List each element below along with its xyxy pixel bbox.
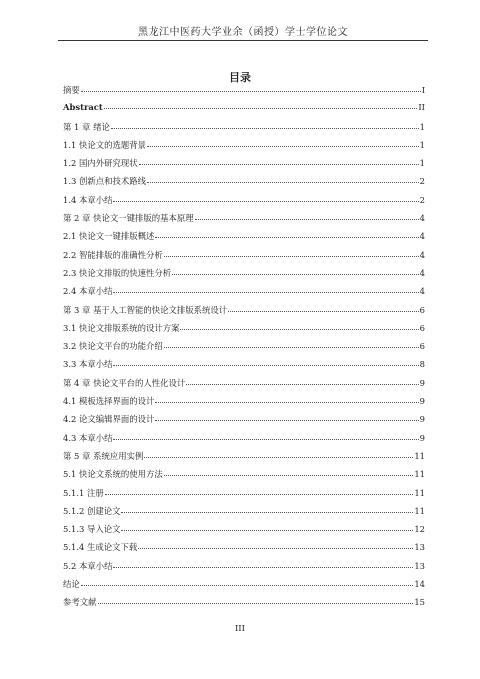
toc-entry-page: 1: [419, 139, 425, 150]
toc-entry-label: 结论: [63, 579, 80, 590]
toc-entry[interactable]: [63, 487, 425, 505]
toc-entry-label: 摘要: [63, 85, 80, 95]
running-header: 黑龙江中医药大学业余（函授）学士学位论文: [138, 27, 348, 38]
toc-entry-page: 4: [419, 286, 425, 297]
toc-entry[interactable]: [63, 175, 425, 193]
toc-entry[interactable]: [63, 340, 425, 358]
toc-entry-label: 2.3 快论文排版的快速性分析: [63, 267, 172, 278]
toc-leader-dots: [113, 567, 413, 568]
toc-entry-page: 2: [419, 176, 425, 187]
toc-entry-label: 第 1 章 绪论: [63, 121, 110, 132]
toc-entry-label: 第 4 章 快论文平台的人性化设计: [63, 377, 186, 388]
toc-leader-dots: [121, 530, 413, 531]
toc-entry[interactable]: [63, 523, 425, 541]
toc-leader-dots: [111, 128, 419, 129]
toc-leader-dots: [113, 292, 418, 293]
toc-entry-label: 1.1 快论文的选题背景: [63, 139, 146, 150]
toc-entry-page: 6: [419, 341, 425, 352]
toc-entry-page: 11: [414, 505, 425, 516]
toc-entry[interactable]: [63, 358, 425, 376]
toc-entry-page: 4: [419, 249, 425, 260]
toc-entry-label: 5.1.4 生成论文下载: [63, 542, 138, 553]
toc-entry-page: 4: [419, 267, 425, 278]
toc-entry[interactable]: [63, 212, 425, 230]
toc-leader-dots: [155, 237, 418, 238]
toc-entry-label: 参考文献: [63, 597, 97, 608]
toc-leader-dots: [144, 457, 413, 458]
toc-entry-label: 3.3 本章小结: [63, 359, 113, 370]
toc-leader-dots: [186, 384, 418, 385]
toc-entry-label: 2.2 智能排版的准确性分析: [63, 249, 163, 260]
toc-entry-page: 9: [419, 396, 425, 407]
toc-entry-page: 13: [414, 560, 425, 571]
toc-entry-label: 2.4 本章小结: [63, 286, 113, 297]
toc-leader-dots: [113, 201, 418, 202]
toc-entry-page: 12: [414, 524, 425, 535]
toc-entry[interactable]: [63, 121, 425, 139]
toc-leader-dots: [104, 108, 418, 109]
toc-entry[interactable]: [63, 541, 425, 559]
toc-entry-page: 9: [419, 432, 425, 443]
toc-entry-page: 9: [419, 377, 425, 388]
toc-entry-page: 9: [419, 414, 425, 425]
toc-entry[interactable]: [63, 377, 425, 395]
toc-leader-dots: [81, 585, 414, 586]
toc-entry[interactable]: [63, 413, 425, 431]
toc-entry[interactable]: [63, 578, 425, 596]
toc-leader-dots: [164, 256, 419, 257]
toc-entry-page: 6: [419, 322, 425, 333]
toc-leader-dots: [139, 164, 419, 165]
toc-entry-label: 第 5 章 系统应用实例: [63, 450, 144, 461]
toc-entry-label: 1.2 国内外研究现状: [63, 158, 138, 169]
toc-entry-label: Abstract: [63, 102, 103, 113]
toc-entry[interactable]: [63, 322, 425, 340]
toc-leader-dots: [172, 274, 419, 275]
toc-leader-dots: [155, 402, 418, 403]
toc-entry[interactable]: [63, 450, 425, 468]
toc-leader-dots: [98, 603, 414, 604]
toc-entry[interactable]: [63, 267, 425, 285]
toc-entry[interactable]: [63, 84, 425, 102]
toc-entry-page: 8: [419, 359, 425, 370]
toc-entry[interactable]: [63, 304, 425, 322]
toc-entry-label: 5.1.2 创建论文: [63, 505, 121, 516]
toc-leader-dots: [164, 475, 414, 476]
toc-entry-page: 1: [419, 158, 425, 169]
toc-entry-page: II: [418, 102, 425, 113]
toc-entry-label: 3.2 快论文平台的功能介绍: [63, 341, 163, 352]
toc-leader-dots: [147, 182, 419, 183]
toc-entry-page: 6: [419, 304, 425, 315]
toc-entry-label: 5.1.1 注册: [63, 487, 104, 498]
toc-entry-label: 第 2 章 快论文一键排版的基本原理: [63, 213, 194, 224]
toc-entry[interactable]: [63, 102, 425, 120]
toc-entry-page: 11: [414, 450, 425, 461]
table-of-contents: [63, 84, 425, 615]
toc-entry-page: 4: [419, 231, 425, 242]
toc-entry-page: 2: [419, 194, 425, 205]
toc-leader-dots: [113, 439, 418, 440]
toc-entry-label: 2.1 快论文一键排版概述: [63, 231, 155, 242]
toc-leader-dots: [180, 329, 418, 330]
toc-entry[interactable]: [63, 560, 425, 578]
toc-entry-label: 第 3 章 基于人工智能的快论文排版系统设计: [63, 304, 228, 315]
toc-entry-label: 5.1.3 导入论文: [63, 524, 121, 535]
toc-entry[interactable]: [63, 596, 425, 614]
toc-entry-page: 13: [414, 542, 425, 553]
toc-entry[interactable]: [63, 230, 425, 248]
toc-entry[interactable]: [63, 194, 425, 212]
toc-leader-dots: [105, 494, 414, 495]
toc-entry-page: 4: [419, 213, 425, 224]
toc-entry-page: 14: [414, 579, 425, 590]
toc-leader-dots: [155, 420, 418, 421]
toc-entry-label: 1.3 创新点和技术路线: [63, 176, 146, 187]
toc-entry[interactable]: [63, 139, 425, 157]
toc-entry-label: 5.1 快论文系统的使用方法: [63, 469, 163, 480]
toc-leader-dots: [81, 91, 421, 92]
page-number: III: [234, 624, 246, 634]
toc-entry-label: 4.1 模板选择界面的设计: [63, 396, 155, 407]
toc-entry-page: 1: [419, 121, 425, 132]
toc-entry-label: 4.3 本章小结: [63, 432, 113, 443]
toc-entry-label: 1.4 本章小结: [63, 194, 113, 205]
toc-leader-dots: [147, 146, 419, 147]
toc-leader-dots: [121, 512, 413, 513]
toc-leader-dots: [228, 311, 419, 312]
toc-entry[interactable]: [63, 285, 425, 303]
header-rule: [58, 40, 428, 41]
toc-leader-dots: [195, 219, 419, 220]
toc-entry-label: 4.2 论文编辑界面的设计: [63, 414, 155, 425]
toc-leader-dots: [138, 548, 413, 549]
toc-title: 目录: [229, 71, 251, 84]
toc-entry[interactable]: [63, 395, 425, 413]
toc-entry[interactable]: [63, 157, 425, 175]
toc-entry-page: 15: [414, 597, 425, 608]
toc-entry-page: 11: [414, 469, 425, 480]
toc-entry[interactable]: [63, 249, 425, 267]
toc-entry-page: 11: [414, 487, 425, 498]
toc-entry[interactable]: [63, 505, 425, 523]
toc-entry-label: 3.1 快论文排版系统的设计方案: [63, 322, 180, 333]
toc-entry[interactable]: [63, 468, 425, 486]
toc-entry[interactable]: [63, 432, 425, 450]
toc-entry-page: I: [421, 85, 425, 95]
toc-leader-dots: [113, 365, 418, 366]
toc-leader-dots: [164, 347, 419, 348]
toc-entry-label: 5.2 本章小结: [63, 560, 113, 571]
